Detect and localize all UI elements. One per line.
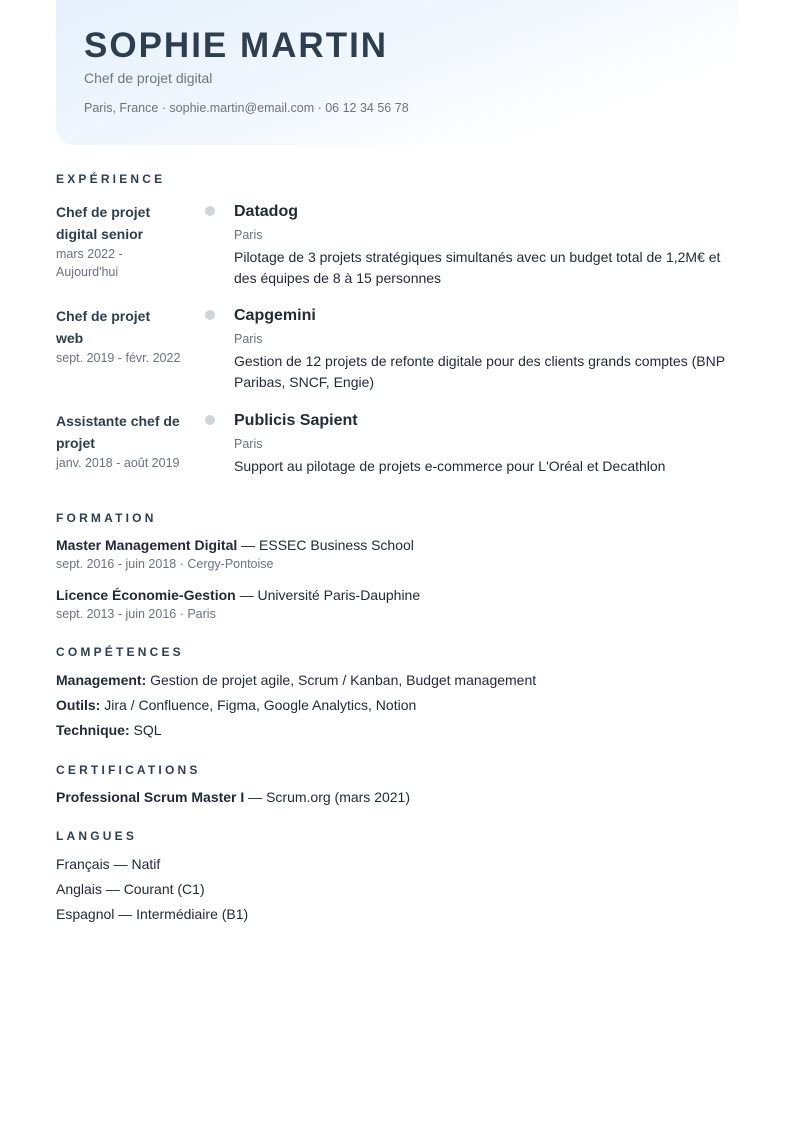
experience-right-column	[234, 201, 738, 289]
education-degree: Master Management Digital	[56, 537, 238, 553]
language-line: Espagnol — Intermédiaire (B1)	[56, 906, 249, 922]
education-school: — Université Paris-Dauphine	[235, 587, 421, 603]
skill-label: Management:	[56, 672, 147, 688]
experience-job-title: Chef de projet web	[56, 308, 151, 346]
experience-location: Paris	[234, 437, 263, 451]
experience-description: Support au pilotage de projets e-commerce pour L'Oréal et Decathlon	[234, 458, 666, 474]
experience-right-column	[234, 305, 738, 393]
education-line	[56, 535, 738, 555]
education-item	[56, 585, 738, 623]
certification-name: Professional Scrum Master I	[56, 789, 245, 805]
education-school: — ESSEC Business School	[237, 537, 414, 553]
experience-dates: sept. 2019 - févr. 2022	[56, 351, 181, 365]
experience-job-title: Chef de projet digital senior	[56, 204, 151, 242]
experience-description: Gestion de 12 projets de refonte digitale pour des clients grands comptes (BNP Paribas, SNCF, Engie)	[234, 353, 725, 390]
experience-left-column	[56, 410, 181, 472]
education-meta: sept. 2016 - juin 2018 · Cergy-Pontoise	[56, 557, 274, 571]
section-title-education: FORMATION	[56, 511, 157, 525]
experience-location: Paris	[234, 228, 263, 242]
skill-value: Gestion de projet agile, Scrum / Kanban, Budget management	[146, 672, 537, 688]
language-line: Français — Natif	[56, 856, 161, 872]
resume-page	[56, 0, 738, 922]
resume-header	[56, 0, 738, 145]
experience-description: Pilotage de 3 projets stratégiques simultanés avec un budget total de 1,2M€ et des équipes de 8 à 15 personnes	[234, 249, 721, 286]
experience-company: Publicis Sapient	[234, 412, 358, 429]
certification-line	[56, 787, 410, 807]
contact-info: Paris, France · sophie.martin@email.com · 06 12 34 56 78	[84, 101, 409, 115]
skill-line	[56, 695, 416, 715]
experience-dates: janv. 2018 - août 2019	[56, 456, 180, 470]
experience-dates: mars 2022 - Aujourd'hui	[56, 247, 123, 279]
experience-location: Paris	[234, 332, 263, 346]
section-title-experience: EXPÉRIENCE	[56, 172, 166, 186]
section-title-skills: COMPÉTENCES	[56, 645, 184, 659]
skill-line	[56, 670, 536, 690]
timeline-dot	[205, 206, 215, 216]
experience-left-column	[56, 305, 181, 367]
experience-job-title: Assistante chef de projet	[56, 413, 180, 451]
certification-detail: — Scrum.org (mars 2021)	[244, 789, 411, 805]
timeline-dot	[205, 415, 215, 425]
section-title-languages: LANGUES	[56, 829, 138, 843]
skill-value: SQL	[129, 722, 162, 738]
education-meta: sept. 2013 - juin 2016 · Paris	[56, 607, 216, 621]
skill-label: Outils:	[56, 697, 101, 713]
candidate-name: SOPHIE MARTIN	[84, 26, 389, 65]
experience-left-column	[56, 201, 181, 281]
education-item	[56, 535, 738, 573]
education-degree: Licence Économie-Gestion	[56, 587, 236, 603]
experience-company: Datadog	[234, 203, 298, 220]
experience-company: Capgemini	[234, 307, 316, 324]
skill-line	[56, 720, 162, 740]
section-title-certifications: CERTIFICATIONS	[56, 763, 201, 777]
skill-value: Jira / Confluence, Figma, Google Analytics, Notion	[100, 697, 417, 713]
candidate-role: Chef de projet digital	[84, 70, 213, 86]
experience-right-column	[234, 410, 738, 477]
language-line: Anglais — Courant (C1)	[56, 881, 205, 897]
education-line	[56, 585, 738, 605]
skill-label: Technique:	[56, 722, 130, 738]
timeline-dot	[205, 310, 215, 320]
